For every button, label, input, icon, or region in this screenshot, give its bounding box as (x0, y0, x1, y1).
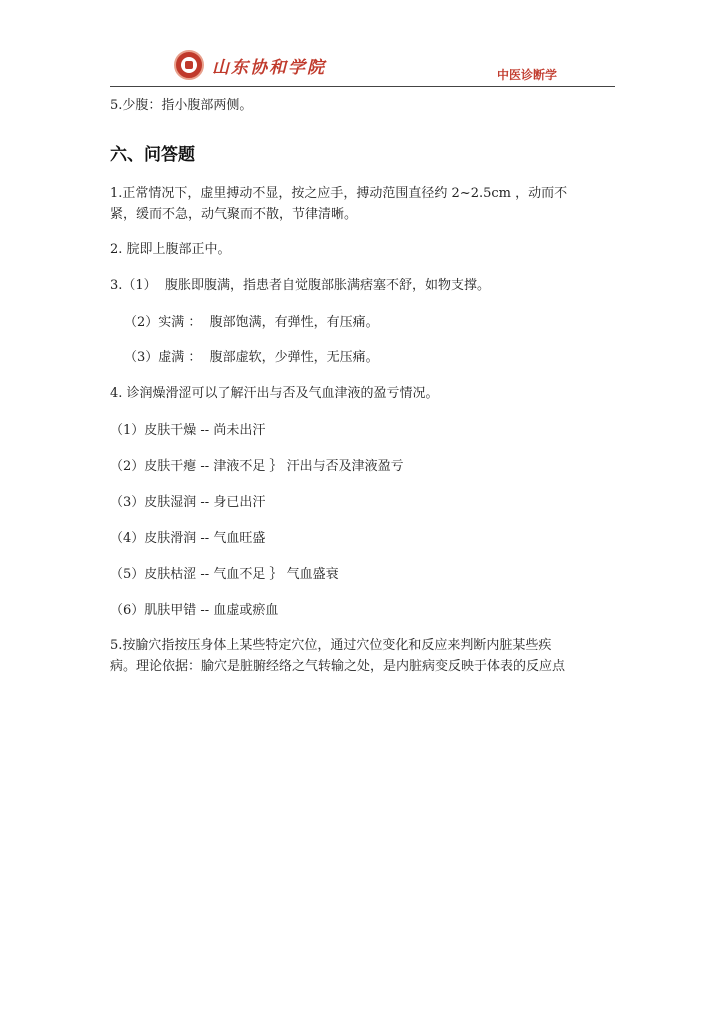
q4-sub-1: （1）皮肤干燥 -- 尚未出汗 (110, 423, 266, 438)
section-title: 六、问答题 (110, 145, 195, 165)
page-header (110, 48, 615, 88)
answer-5-prev: 5.少腹：指小腹部两侧。 (110, 98, 253, 113)
q4-sub-4: （4）皮肤滑润 -- 气血旺盛 (110, 531, 266, 546)
q3-sub-3: （3）虚满 ： 腹部虚软，少弹性，无压痛。 (124, 350, 379, 365)
course-title: 中医诊断学 (496, 68, 557, 82)
q2-answer: 2. 脘即上腹部正中。 (110, 242, 231, 257)
q1-line-1: 1.正常情况下，虚里搏动不显，按之应手，搏动范围直径约 2~2.5cm ，动而不 (110, 186, 568, 201)
q5-line-2: 病。理论依据：腧穴是脏腑经络之气转输之处，是内脏病变反映于体表的反应点 (110, 659, 566, 674)
q4-sub-2: （2）皮肤干瘪 -- 津液不足 ｝ 汗出与否及津液盈亏 (110, 459, 404, 474)
school-seal-logo (174, 50, 204, 80)
q4-sub-6: （6）肌肤甲错 -- 血虚或瘀血 (110, 603, 279, 618)
header-divider (110, 86, 615, 87)
q4-sub-3: （3）皮肤湿润 -- 身已出汗 (110, 495, 266, 510)
school-name-logo: 山东协和学院 (212, 58, 326, 78)
q4-sub-5: （5）皮肤枯涩 -- 气血不足 ｝ 气血盛衰 (110, 567, 339, 582)
q5-line-1: 5.按腧穴指按压身体上某些特定穴位，通过穴位变化和反应来判断内脏某些疾 (110, 638, 552, 653)
q3-sub-2: （2）实满 ： 腹部饱满，有弹性，有压痛。 (124, 315, 379, 330)
q4-answer: 4. 诊润燥滑涩可以了解汗出与否及气血津液的盈亏情况。 (110, 386, 439, 401)
q3-answer: 3.（1） 腹胀即腹满，指患者自觉腹部胀满痞塞不舒，如物支撑。 (110, 278, 490, 293)
q1-line-2: 紧，缓而不急，动气聚而不散，节律清晰。 (110, 207, 358, 222)
